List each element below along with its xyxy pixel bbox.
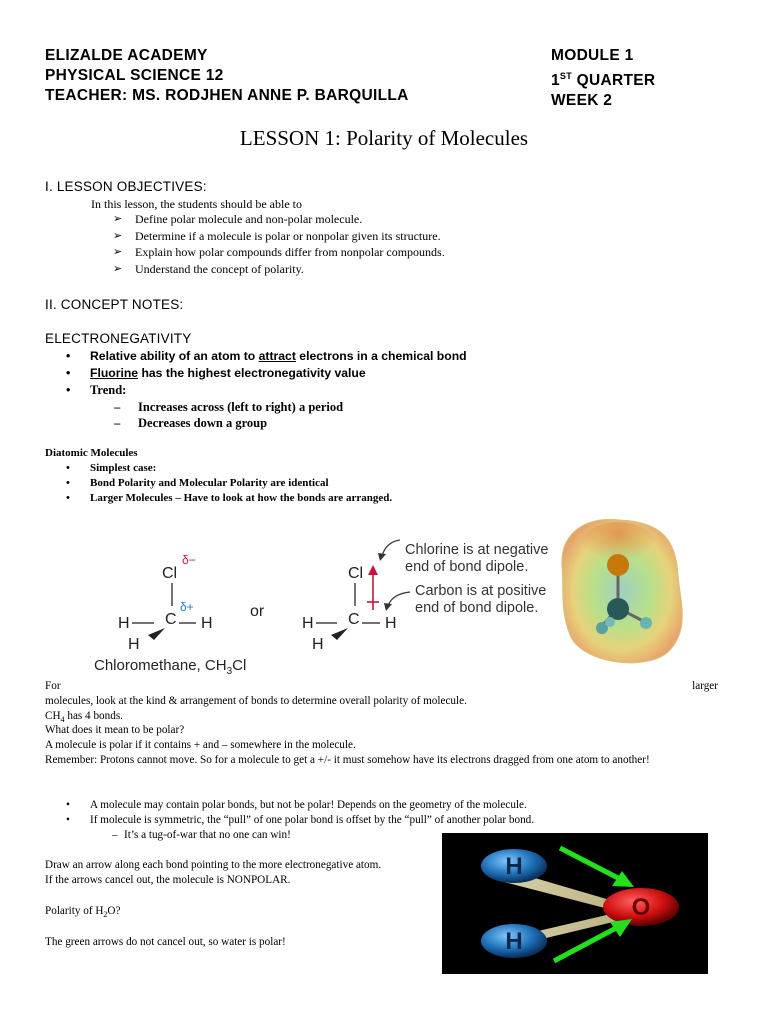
draw-arrow-line: Draw an arrow along each bond pointing to the more electronegative atom. bbox=[45, 859, 382, 871]
note-line-2: end of bond dipole. bbox=[415, 600, 539, 616]
diatomic-list bbox=[64, 461, 392, 506]
c-atom-label: C bbox=[348, 611, 360, 628]
water-molecule-figure bbox=[442, 833, 708, 974]
dipole-arrow-head bbox=[368, 565, 378, 575]
h-label: H bbox=[505, 928, 523, 955]
h-sphere bbox=[640, 617, 652, 629]
cl-sphere bbox=[607, 554, 629, 576]
polar-definition: A molecule is polar if it contains + and – somewhere in the molecule. bbox=[45, 739, 356, 751]
delta-minus-label: δ− bbox=[182, 553, 196, 567]
polar-question: What does it mean to be polar? bbox=[45, 724, 185, 736]
list-item: • Fluorine has the highest electronegativity value bbox=[64, 365, 467, 382]
lesson-title: LESSON 1: Polarity of Molecules bbox=[239, 126, 529, 150]
callout-arrow-head bbox=[378, 553, 386, 561]
list-item: • Trend: – Increases across (left to right) a period – Decreases down a group bbox=[64, 382, 467, 431]
list-item: • A molecule may contain polar bonds, but not be polar! Depends on the geometry of the molecule. bbox=[64, 798, 534, 813]
ch4-line: $CH_4$ has 4 bonds. bbox=[45, 710, 123, 725]
objectives-intro: In this lesson, the students should be able to bbox=[91, 197, 302, 211]
school-name: ELIZALDE ACADEMY bbox=[45, 47, 208, 64]
objectives-list bbox=[113, 211, 445, 278]
for-larger-line: For larger bbox=[45, 680, 718, 692]
list-item: • Bond Polarity and Molecular Polarity are identical bbox=[64, 476, 392, 491]
list-item: ➢ Explain how polar compounds differ from nonpolar compounds. bbox=[113, 244, 445, 261]
note-line-2: end of bond dipole. bbox=[405, 559, 529, 575]
electronegativity-heading: ELECTRONEGATIVITY bbox=[45, 331, 192, 346]
concept-heading: II. CONCEPT NOTES: bbox=[45, 297, 184, 312]
electronegativity-list bbox=[64, 348, 467, 431]
wedge-bond bbox=[331, 628, 348, 640]
wedge-bond bbox=[148, 628, 165, 640]
h-atom-label: H bbox=[312, 636, 324, 653]
list-item: • Larger Molecules – Have to look at how the bonds are arranged. bbox=[64, 491, 392, 506]
subject-name: PHYSICAL SCIENCE 12 bbox=[45, 67, 224, 84]
quarter-label: 1ST QUARTER bbox=[551, 71, 656, 89]
chloromethane-figure bbox=[90, 510, 690, 680]
list-item: ➢ Understand the concept of polarity. bbox=[113, 261, 445, 278]
h-atom-label: H bbox=[128, 636, 140, 653]
list-item: ➢ Define polar molecule and non-polar molecule. bbox=[113, 211, 445, 228]
list-item: ➢ Determine if a molecule is polar or nonpolar given its structure. bbox=[113, 228, 445, 245]
callout-arrow bbox=[388, 592, 410, 606]
h-atom-label: H bbox=[118, 615, 130, 632]
delta-plus-label: δ+ bbox=[180, 600, 194, 614]
h-label: H bbox=[505, 853, 523, 880]
cl-atom-label: Cl bbox=[348, 565, 364, 582]
electrostatic-potential-map bbox=[562, 519, 682, 663]
module-header bbox=[551, 46, 655, 111]
remember-paragraph: Remember: Protons cannot move. So for a molecule to get a +/- it must somehow have its electrons dragged from one atom to another! bbox=[45, 754, 650, 766]
list-item: – It’s a tug-of-war that no one can win! bbox=[64, 828, 534, 843]
nonpolar-line: If the arrows cancel out, the molecule is NONPOLAR. bbox=[45, 874, 291, 886]
callout-arrow bbox=[382, 540, 400, 556]
module-label: MODULE 1 bbox=[551, 47, 634, 64]
list-item: • If molecule is symmetric, the “pull” of one polar bond is offset by the “pull” of another polar bond. bbox=[64, 813, 534, 828]
list-item: – Decreases down a group bbox=[112, 415, 467, 431]
list-item: • Simplest case: bbox=[64, 461, 392, 476]
paragraph-line: molecules, look at the kind & arrangement of bonds to determine overall polarity of molecule. bbox=[45, 695, 467, 707]
carbon-note: Carbon is at positive end of bond dipole. bbox=[415, 583, 547, 616]
h-sphere bbox=[605, 617, 615, 627]
c-atom-label: C bbox=[165, 611, 177, 628]
h-atom-label: H bbox=[201, 615, 213, 632]
h-atom-label: H bbox=[302, 615, 314, 632]
callout-arrow-head bbox=[384, 603, 392, 611]
or-label: or bbox=[250, 603, 265, 620]
o-label: O bbox=[631, 894, 651, 921]
h2o-question: Polarity of $H_2O$? bbox=[45, 905, 121, 920]
list-item: • Relative ability of an atom to attract electrons in a chemical bond bbox=[64, 348, 467, 365]
c-sphere bbox=[607, 598, 629, 620]
school-header bbox=[45, 46, 409, 106]
cl-atom-label: Cl bbox=[162, 565, 178, 582]
h-atom-label: H bbox=[385, 615, 397, 632]
chlorine-note: Chlorine is at negative end of bond dipole. bbox=[405, 542, 549, 575]
water-polar-line: The green arrows do not cancel out, so water is polar! bbox=[45, 936, 286, 948]
teacher-name: TEACHER: MS. RODJHEN ANNE P. BARQUILLA bbox=[45, 87, 409, 104]
objectives-heading: I. LESSON OBJECTIVES: bbox=[45, 179, 207, 194]
trend-list bbox=[112, 399, 467, 431]
chloromethane-caption: Chloromethane, $CH_3Cl$ bbox=[94, 657, 247, 677]
list-item: – Increases across (left to right) a period bbox=[112, 399, 467, 415]
diatomic-heading: Diatomic Molecules bbox=[45, 447, 138, 459]
week-label: WEEK 2 bbox=[551, 92, 613, 109]
